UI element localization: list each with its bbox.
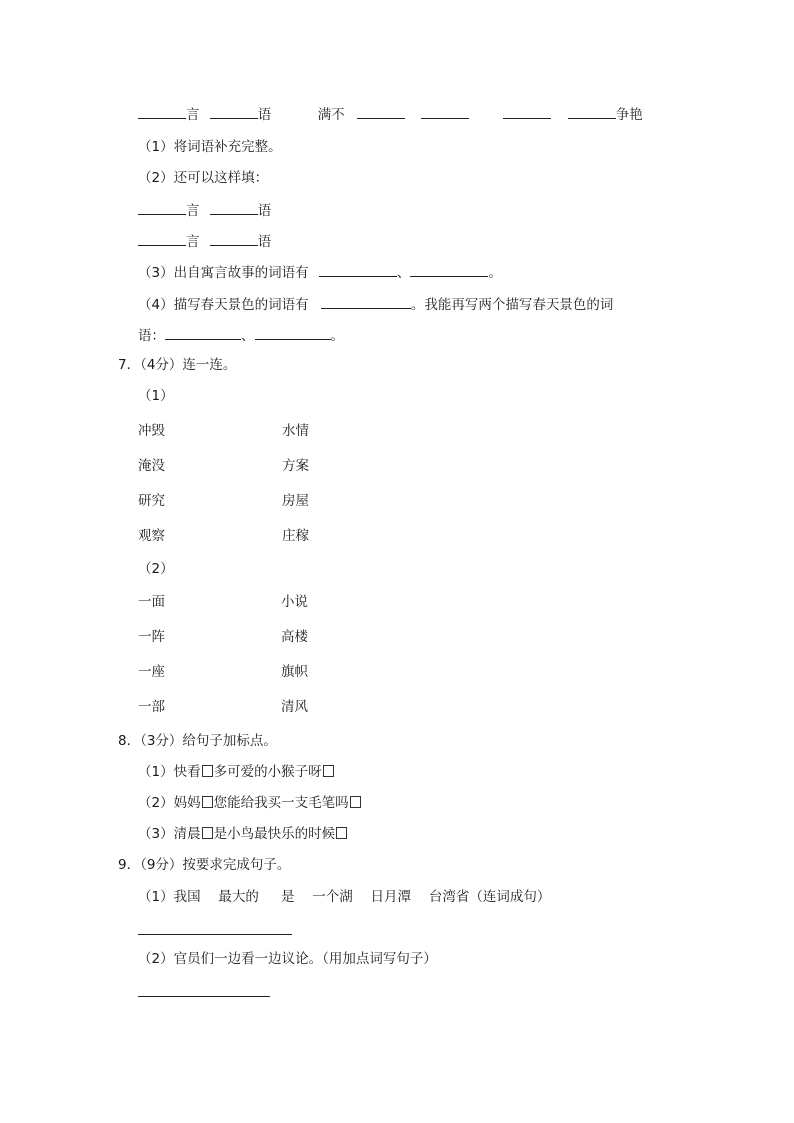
blank[interactable] [410,262,488,277]
q6-p3: （3）出自寓言故事的词语有 、 。 [138,262,502,282]
q6-fill-row-2: 言 语 [138,231,271,251]
q7-pair-1-left[interactable]: 冲毁 [138,423,165,439]
q7-pair-3-left[interactable]: 研究 [138,493,165,509]
punct-box[interactable] [202,765,213,777]
q8-s2: （2）妈妈 您能给我买一支毛笔吗 [138,794,362,812]
q9-title: 9．（9分）按要求完成句子。 [118,857,291,873]
q7-pair2-3-right[interactable]: 旗帜 [281,664,308,680]
q7-pair-4-right[interactable]: 庄稼 [282,528,309,544]
q7-pair2-2-right[interactable]: 高楼 [281,629,308,645]
q8-s3: （3）清晨 是小鸟最快乐的时候 [138,825,348,843]
q9-s1: （1）我国 最大的 是 一个湖 日月潭 台湾省（连词成句） [138,889,551,905]
punct-box[interactable] [202,827,213,839]
blank[interactable] [165,325,241,340]
q9-s2: （2）官员们一边看一边议论。（用加点词写句子） [138,951,437,967]
q7-pair-2-right[interactable]: 方案 [282,458,309,474]
q7-pair2-2-left[interactable]: 一阵 [138,629,165,645]
punct-box[interactable] [336,827,347,839]
answer-line[interactable] [138,982,270,997]
blank[interactable] [138,104,186,119]
blank[interactable] [357,104,405,119]
blank[interactable] [210,231,258,246]
q7-pair2-4-right[interactable]: 清风 [281,699,308,715]
blank[interactable] [321,294,411,309]
q6-row1: 言 语 满不 争艳 [138,104,643,124]
q7-pair-2-left[interactable]: 淹没 [138,458,165,474]
q7-sub2: （2） [138,561,174,577]
q7-pair-3-right[interactable]: 房屋 [282,493,309,509]
q9-s1-answer [138,920,292,940]
punct-box[interactable] [323,765,334,777]
q6-p1: （1）将词语补充完整。 [138,139,282,155]
q7-pair2-3-left[interactable]: 一座 [138,664,165,680]
q8-s1: （1）快看 多可爱的小猴子呀 [138,763,335,781]
blank[interactable] [503,104,551,119]
blank[interactable] [568,104,616,119]
blank[interactable] [255,325,331,340]
q8-title: 8．（3分）给句子加标点。 [118,733,277,749]
q7-pair2-1-right[interactable]: 小说 [281,594,308,610]
blank[interactable] [210,104,258,119]
q7-sub1: （1） [138,388,174,404]
punct-box[interactable] [202,796,213,808]
q6-p2: （2）还可以这样填： [138,170,269,186]
q9-s2-answer [138,982,270,1002]
blank[interactable] [421,104,469,119]
q6-p4-line2: 语： 、 。 [138,325,344,345]
q6-fill-row-1: 言 语 [138,200,271,220]
blank[interactable] [138,231,186,246]
blank[interactable] [210,200,258,215]
q7-pair2-1-left[interactable]: 一面 [138,594,165,610]
q7-title: 7．（4分）连一连。 [118,357,237,373]
answer-line[interactable] [138,920,292,935]
blank[interactable] [319,262,397,277]
q7-pair2-4-left[interactable]: 一部 [138,699,165,715]
q6-p4: （4）描写春天景色的词语有 。我能再写两个描写春天景色的词 [138,294,613,314]
q7-pair-1-right[interactable]: 水情 [282,423,309,439]
blank[interactable] [138,200,186,215]
q7-pair-4-left[interactable]: 观察 [138,528,165,544]
punct-box[interactable] [350,796,361,808]
